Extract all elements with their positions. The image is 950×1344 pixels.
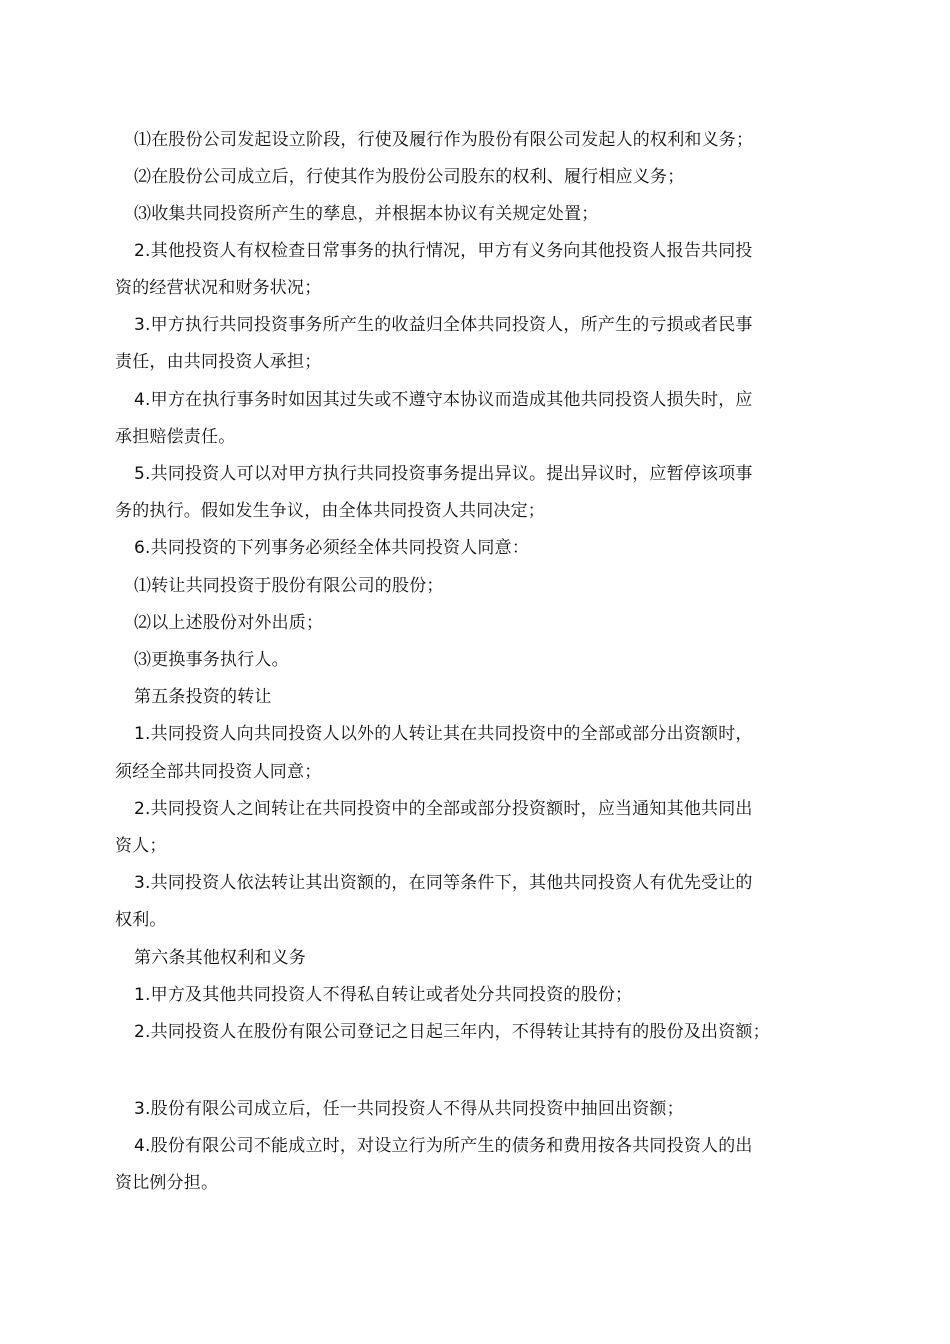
clause-line: ⑵以上述股份对外出质； xyxy=(134,613,324,633)
clause-line: 2.共同投资人在股份有限公司登记之日起三年内，不得转让其持有的股份及出资额； xyxy=(134,1022,770,1042)
clause-line: 3.甲方执行共同投资事务所产生的收益归全体共同投资人，所产生的亏损或者民事 xyxy=(134,315,753,335)
clause-line: 资人； xyxy=(115,836,167,856)
clause-line: 2.共同投资人之间转让在共同投资中的全部或部分投资额时，应当通知其他共同出 xyxy=(134,799,753,819)
section-heading: 第六条其他权利和义务 xyxy=(134,948,306,968)
clause-line: 1.甲方及其他共同投资人不得私自转让或者处分共同投资的股份； xyxy=(134,985,633,1005)
clause-line: ⑴转让共同投资于股份有限公司的股份； xyxy=(134,576,444,596)
section-heading: 第五条投资的转让 xyxy=(134,687,272,707)
clause-line: 5.共同投资人可以对甲方执行共同投资事务提出异议。提出异议时，应暂停该项事 xyxy=(134,464,753,484)
clause-line: 权利。 xyxy=(115,910,167,930)
clause-line: 须经全部共同投资人同意； xyxy=(115,762,322,782)
clause-line: 承担赔偿责任。 xyxy=(115,427,236,447)
clause-line: 资的经营状况和财务状况； xyxy=(115,278,322,298)
clause-line: ⑴在股份公司发起设立阶段，行使及履行作为股份有限公司发起人的权利和义务； xyxy=(134,130,754,150)
clause-line: ⑶更换事务执行人。 xyxy=(134,650,289,670)
clause-line: ⑶收集共同投资所产生的孳息，并根据本协议有关规定处置； xyxy=(134,204,599,224)
clause-line: 4.甲方在执行事务时如因其过失或不遵守本协议而造成其他共同投资人损失时，应 xyxy=(134,390,753,410)
clause-line: 3.共同投资人依法转让其出资额的，在同等条件下，其他共同投资人有优先受让的 xyxy=(134,873,753,893)
clause-line: 4.股份有限公司不能成立时，对设立行为所产生的债务和费用按各共同投资人的出 xyxy=(134,1136,753,1156)
clause-line: 6.共同投资的下列事务必须经全体共同投资人同意： xyxy=(134,538,530,558)
clause-line: 1.共同投资人向共同投资人以外的人转让其在共同投资中的全部或部分出资额时， xyxy=(134,724,753,744)
clause-line: 资比例分担。 xyxy=(115,1173,219,1193)
clause-line: 务的执行。假如发生争议，由全体共同投资人共同决定； xyxy=(115,501,545,521)
clause-line: 3.股份有限公司成立后，任一共同投资人不得从共同投资中抽回出资额； xyxy=(134,1099,684,1119)
clause-line: ⑵在股份公司成立后，行使其作为股份公司股东的权利、履行相应义务； xyxy=(134,167,685,187)
clause-line: 责任，由共同投资人承担； xyxy=(115,352,322,372)
clause-line: 2.其他投资人有权检查日常事务的执行情况，甲方有义务向其他投资人报告共同投 xyxy=(134,241,753,261)
